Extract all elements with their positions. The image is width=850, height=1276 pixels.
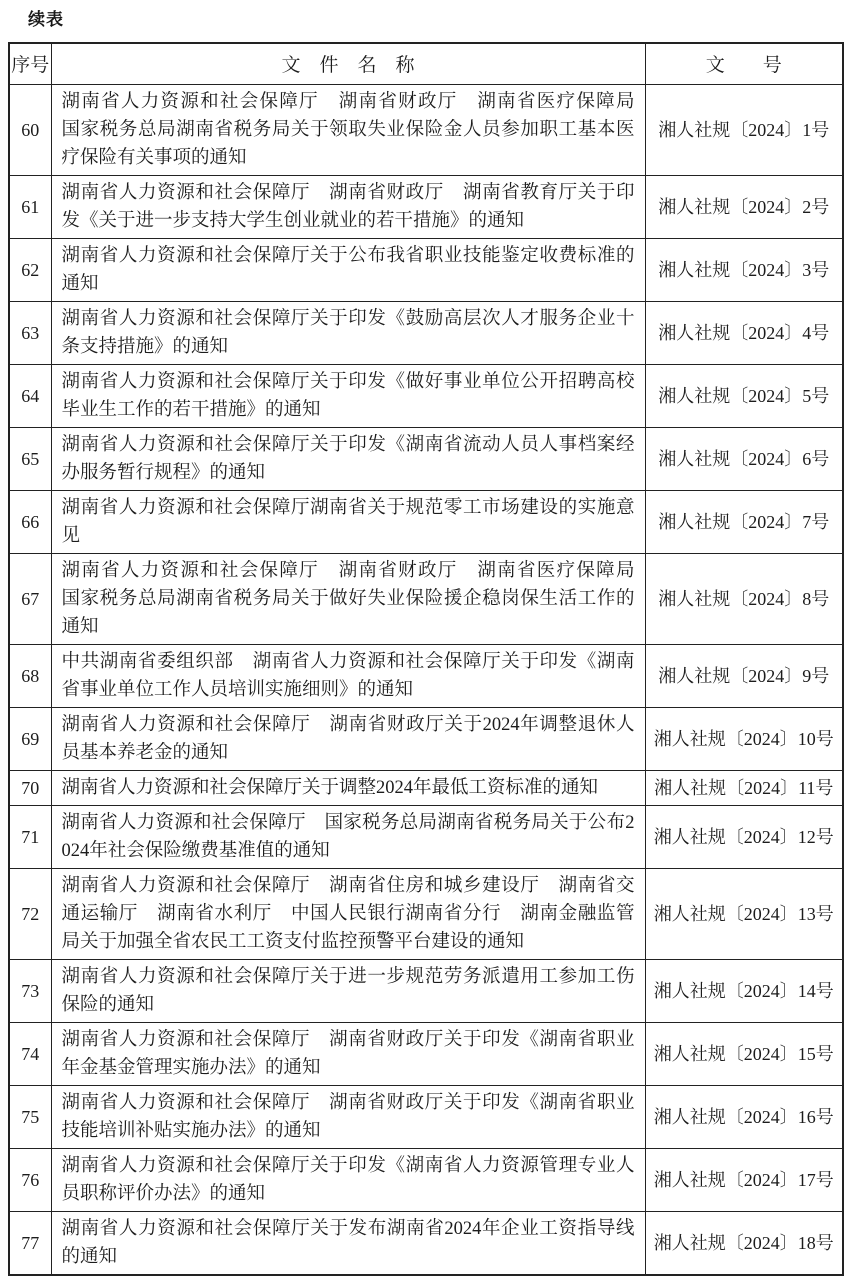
table-row (9, 553, 843, 644)
document-number: 湘人社规〔2024〕18号 (645, 1211, 843, 1275)
document-number: 湘人社规〔2024〕4号 (645, 301, 843, 364)
row-index: 74 (9, 1022, 51, 1085)
table-row (9, 490, 843, 553)
document-name: 湖南省人力资源和社会保障厅 湖南省财政厅 湖南省教育厅关于印发《关于进一步支持大学生创业就业的若干措施》的通知 (51, 175, 645, 238)
document-name: 湖南省人力资源和社会保障厅关于公布我省职业技能鉴定收费标准的通知 (51, 238, 645, 301)
document-name: 湖南省人力资源和社会保障厅 湖南省财政厅关于印发《湖南省职业技能培训补贴实施办法》的通知 (51, 1085, 645, 1148)
document-number: 湘人社规〔2024〕10号 (645, 707, 843, 770)
header-row (9, 43, 843, 84)
document-name: 湖南省人力资源和社会保障厅 国家税务总局湖南省税务局关于公布2024年社会保险缴费基准值的通知 (51, 805, 645, 868)
row-index: 67 (9, 553, 51, 644)
document-number: 湘人社规〔2024〕16号 (645, 1085, 843, 1148)
table-row (9, 805, 843, 868)
row-index: 61 (9, 175, 51, 238)
table-row (9, 644, 843, 707)
column-header-document-number: 文 号 (645, 43, 843, 84)
document-number: 湘人社规〔2024〕5号 (645, 364, 843, 427)
document-number: 湘人社规〔2024〕11号 (645, 770, 843, 805)
table-body (9, 84, 843, 1275)
column-header-document-name: 文 件 名 称 (51, 43, 645, 84)
document-number: 湘人社规〔2024〕14号 (645, 959, 843, 1022)
row-index: 76 (9, 1148, 51, 1211)
table-row (9, 364, 843, 427)
row-index: 72 (9, 868, 51, 959)
document-name: 湖南省人力资源和社会保障厅 湖南省住房和城乡建设厅 湖南省交通运输厅 湖南省水利厅 中国人民银行湖南省分行 湖南金融监管局关于加强全省农民工工资支付监控预警平台建设的通知 (51, 868, 645, 959)
continued-table-label: 续表 (28, 10, 64, 30)
document-name: 湖南省人力资源和社会保障厅关于调整2024年最低工资标准的通知 (51, 770, 645, 805)
document-number: 湘人社规〔2024〕6号 (645, 427, 843, 490)
table-row (9, 1085, 843, 1148)
table-row (9, 301, 843, 364)
document-name: 湖南省人力资源和社会保障厅关于印发《做好事业单位公开招聘高校毕业生工作的若干措施》的通知 (51, 364, 645, 427)
row-index: 70 (9, 770, 51, 805)
table-row (9, 238, 843, 301)
column-header-index: 序号 (9, 43, 51, 84)
table-row (9, 770, 843, 805)
document-name: 湖南省人力资源和社会保障厅湖南省关于规范零工市场建设的实施意见 (51, 490, 645, 553)
row-index: 73 (9, 959, 51, 1022)
document-number: 湘人社规〔2024〕3号 (645, 238, 843, 301)
row-index: 66 (9, 490, 51, 553)
row-index: 60 (9, 84, 51, 175)
document-name: 湖南省人力资源和社会保障厅关于印发《湖南省人力资源管理专业人员职称评价办法》的通知 (51, 1148, 645, 1211)
table-row (9, 868, 843, 959)
document-name: 中共湖南省委组织部 湖南省人力资源和社会保障厅关于印发《湖南省事业单位工作人员培训实施细则》的通知 (51, 644, 645, 707)
row-index: 65 (9, 427, 51, 490)
table-header (9, 43, 843, 84)
document-name: 湖南省人力资源和社会保障厅 湖南省财政厅 湖南省医疗保障局 国家税务总局湖南省税务局关于做好失业保险援企稳岗保生活工作的通知 (51, 553, 645, 644)
document-number: 湘人社规〔2024〕7号 (645, 490, 843, 553)
document-list-table (8, 42, 844, 1276)
document-number: 湘人社规〔2024〕1号 (645, 84, 843, 175)
document-number: 湘人社规〔2024〕12号 (645, 805, 843, 868)
document-name: 湖南省人力资源和社会保障厅关于进一步规范劳务派遣用工参加工伤保险的通知 (51, 959, 645, 1022)
document-number: 湘人社规〔2024〕9号 (645, 644, 843, 707)
document-number: 湘人社规〔2024〕8号 (645, 553, 843, 644)
document-name: 湖南省人力资源和社会保障厅 湖南省财政厅关于2024年调整退休人员基本养老金的通知 (51, 707, 645, 770)
table-row (9, 427, 843, 490)
row-index: 71 (9, 805, 51, 868)
document-name: 湖南省人力资源和社会保障厅 湖南省财政厅 湖南省医疗保障局 国家税务总局湖南省税务局关于领取失业保险金人员参加职工基本医疗保险有关事项的通知 (51, 84, 645, 175)
row-index: 68 (9, 644, 51, 707)
document-name: 湖南省人力资源和社会保障厅 湖南省财政厅关于印发《湖南省职业年金基金管理实施办法》的通知 (51, 1022, 645, 1085)
document-name: 湖南省人力资源和社会保障厅关于发布湖南省2024年企业工资指导线的通知 (51, 1211, 645, 1275)
table-row (9, 175, 843, 238)
table-row (9, 959, 843, 1022)
document-number: 湘人社规〔2024〕15号 (645, 1022, 843, 1085)
document-name: 湖南省人力资源和社会保障厅关于印发《鼓励高层次人才服务企业十条支持措施》的通知 (51, 301, 645, 364)
document-number: 湘人社规〔2024〕13号 (645, 868, 843, 959)
row-index: 69 (9, 707, 51, 770)
document-number: 湘人社规〔2024〕17号 (645, 1148, 843, 1211)
document-number: 湘人社规〔2024〕2号 (645, 175, 843, 238)
table-row (9, 1211, 843, 1275)
table-row (9, 1148, 843, 1211)
table-row (9, 707, 843, 770)
row-index: 75 (9, 1085, 51, 1148)
row-index: 64 (9, 364, 51, 427)
table-row (9, 84, 843, 175)
row-index: 62 (9, 238, 51, 301)
row-index: 77 (9, 1211, 51, 1275)
row-index: 63 (9, 301, 51, 364)
document-name: 湖南省人力资源和社会保障厅关于印发《湖南省流动人员人事档案经办服务暂行规程》的通知 (51, 427, 645, 490)
table-row (9, 1022, 843, 1085)
